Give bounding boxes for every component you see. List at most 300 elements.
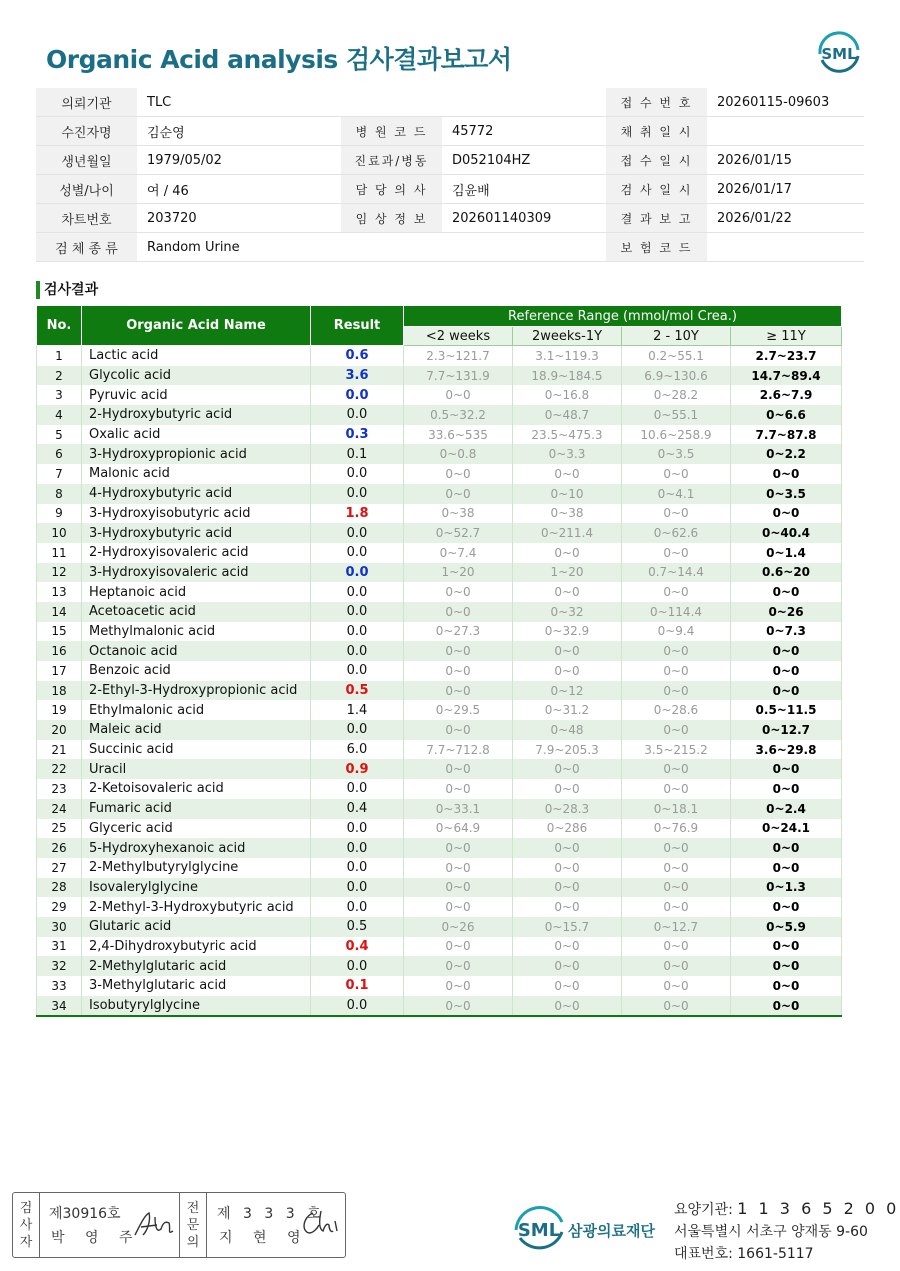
ref-ge11y: 0~0 xyxy=(731,956,842,976)
ref-2w1y: 0~0 xyxy=(513,779,622,799)
result-value xyxy=(311,563,404,583)
ref-ge11y: 0~0 xyxy=(731,464,842,484)
result-value xyxy=(311,346,404,366)
acid-name: Benzoic acid xyxy=(82,661,311,681)
info-label: 진료과/병동 xyxy=(341,146,442,175)
ref-2w1y: 7.9~205.3 xyxy=(513,740,622,760)
table-row xyxy=(37,759,842,779)
ref-2-10y: 0~0 xyxy=(622,956,731,976)
ref-lt2w: 0~38 xyxy=(404,504,513,524)
acid-name: Isobutyrylglycine xyxy=(82,996,311,1017)
row-number: 5 xyxy=(37,425,82,445)
table-row xyxy=(37,700,842,720)
acid-name: 2-Hydroxybutyric acid xyxy=(82,405,311,425)
ref-lt2w: 1~20 xyxy=(404,563,513,583)
result-text: 0.4 xyxy=(345,938,369,954)
ref-ge11y: 0~26 xyxy=(731,602,842,622)
info-label xyxy=(341,88,442,117)
vertical-char: 자 xyxy=(19,1234,33,1250)
ref-lt2w: 0~0 xyxy=(404,976,513,996)
ref-ge11y: 0~0 xyxy=(731,996,842,1017)
result-text: 0.0 xyxy=(346,781,368,797)
table-row xyxy=(37,917,842,937)
footer-logo-text: SML xyxy=(517,1220,561,1241)
ref-lt2w: 0~0 xyxy=(404,641,513,661)
info-row xyxy=(36,175,864,204)
table-row xyxy=(37,937,842,957)
ref-ge11y: 0~1.4 xyxy=(731,543,842,563)
info-label xyxy=(341,233,442,262)
ref-2-10y: 10.6~258.9 xyxy=(622,425,731,445)
ref-lt2w: 0~29.5 xyxy=(404,700,513,720)
info-row xyxy=(36,233,864,262)
info-value: TLC xyxy=(137,88,341,117)
ref-lt2w: 0~0 xyxy=(404,838,513,858)
ref-ge11y: 14.7~89.4 xyxy=(731,366,842,386)
info-label: 의뢰기관 xyxy=(36,88,137,117)
acid-name: Heptanoic acid xyxy=(82,582,311,602)
row-number: 29 xyxy=(37,897,82,917)
info-label: 담 당 의 사 xyxy=(341,175,442,204)
ref-ge11y: 0~1.3 xyxy=(731,878,842,898)
result-text: 3.6 xyxy=(345,368,369,384)
ref-2-10y: 0.7~14.4 xyxy=(622,563,731,583)
row-number: 19 xyxy=(37,700,82,720)
ref-ge11y: 0~24.1 xyxy=(731,819,842,839)
ref-2-10y: 0~0 xyxy=(622,464,731,484)
acid-name: 2-Methylglutaric acid xyxy=(82,956,311,976)
row-number: 30 xyxy=(37,917,82,937)
result-text: 6.0 xyxy=(346,742,368,758)
ref-2-10y: 0~12.7 xyxy=(622,917,731,937)
row-number: 23 xyxy=(37,779,82,799)
table-row xyxy=(37,444,842,464)
header-name: Organic Acid Name xyxy=(82,306,311,346)
table-row xyxy=(37,956,842,976)
result-value xyxy=(311,602,404,622)
info-row xyxy=(36,146,864,175)
info-label: 차트번호 xyxy=(36,204,137,233)
sml-logo-icon xyxy=(814,30,864,76)
ref-2-10y: 3.5~215.2 xyxy=(622,740,731,760)
ref-lt2w: 0~0 xyxy=(404,937,513,957)
ref-lt2w: 0~0 xyxy=(404,779,513,799)
ref-ge11y: 0~0 xyxy=(731,858,842,878)
ref-2w1y: 0~0 xyxy=(513,878,622,898)
row-number: 34 xyxy=(37,996,82,1017)
result-text: 0.1 xyxy=(346,446,368,462)
ref-2w1y: 0~10 xyxy=(513,484,622,504)
info-value: 45772 xyxy=(442,117,606,146)
info-label: 임 상 정 보 xyxy=(341,204,442,233)
info-value: 여 / 46 xyxy=(137,175,341,204)
table-row xyxy=(37,346,842,366)
row-number: 21 xyxy=(37,740,82,760)
result-text: 0.0 xyxy=(346,525,368,541)
info-label: 수진자명 xyxy=(36,117,137,146)
ref-2w1y: 0~15.7 xyxy=(513,917,622,937)
footer-org-name: 삼광의료재단 xyxy=(568,1222,655,1240)
acid-name: 2-Methyl-3-Hydroxybutyric acid xyxy=(82,897,311,917)
ref-ge11y: 0~0 xyxy=(731,582,842,602)
ref-2-10y: 0~0 xyxy=(622,504,731,524)
ref-2w1y: 0~0 xyxy=(513,976,622,996)
row-number: 6 xyxy=(37,444,82,464)
vertical-char: 문 xyxy=(186,1217,200,1233)
ref-2-10y: 0~0 xyxy=(622,937,731,957)
header-ref-2-10y: 2 - 10Y xyxy=(622,327,731,346)
table-row xyxy=(37,897,842,917)
ref-lt2w: 0~0 xyxy=(404,759,513,779)
vertical-char: 검 xyxy=(19,1200,33,1216)
table-row xyxy=(37,740,842,760)
row-number: 8 xyxy=(37,484,82,504)
row-number: 18 xyxy=(37,681,82,701)
ref-lt2w: 0~0 xyxy=(404,385,513,405)
ref-2-10y: 0~28.6 xyxy=(622,700,731,720)
ref-2w1y: 0~0 xyxy=(513,858,622,878)
ref-lt2w: 0~0 xyxy=(404,878,513,898)
table-row xyxy=(37,996,842,1017)
result-value xyxy=(311,720,404,740)
table-row xyxy=(37,543,842,563)
result-value xyxy=(311,956,404,976)
header-result: Result xyxy=(311,306,404,346)
ref-lt2w: 0~0 xyxy=(404,996,513,1017)
table-row xyxy=(37,819,842,839)
acid-name: 3-Methylglutaric acid xyxy=(82,976,311,996)
ref-ge11y: 0~2.2 xyxy=(731,444,842,464)
acid-name: 3-Hydroxybutyric acid xyxy=(82,523,311,543)
acid-name: 2,4-Dihydroxybutyric acid xyxy=(82,937,311,957)
report-title: Organic Acid analysis 검사결과보고서 xyxy=(46,45,512,74)
row-number: 14 xyxy=(37,602,82,622)
info-value xyxy=(707,117,864,146)
row-number: 20 xyxy=(37,720,82,740)
ref-lt2w: 0~52.7 xyxy=(404,523,513,543)
result-value xyxy=(311,799,404,819)
row-number: 22 xyxy=(37,759,82,779)
examiner-license-no: 제30916호 xyxy=(49,1206,121,1222)
ref-ge11y: 7.7~87.8 xyxy=(731,425,842,445)
info-row xyxy=(36,204,864,233)
info-value xyxy=(442,88,606,117)
ref-2w1y: 0~0 xyxy=(513,543,622,563)
table-row xyxy=(37,622,842,642)
ref-2-10y: 0~4.1 xyxy=(622,484,731,504)
acid-name: Fumaric acid xyxy=(82,799,311,819)
header-ref-2w1y: 2weeks-1Y xyxy=(513,327,622,346)
table-row xyxy=(37,464,842,484)
logo-text: SML xyxy=(821,45,857,63)
ref-lt2w: 0~0.8 xyxy=(404,444,513,464)
acid-name: 5-Hydroxyhexanoic acid xyxy=(82,838,311,858)
ref-2-10y: 0~76.9 xyxy=(622,819,731,839)
info-row xyxy=(36,117,864,146)
result-value xyxy=(311,996,404,1017)
table-row xyxy=(37,641,842,661)
acid-name: Pyruvic acid xyxy=(82,385,311,405)
ref-ge11y: 0~0 xyxy=(731,504,842,524)
row-number: 33 xyxy=(37,976,82,996)
ref-2-10y: 0~0 xyxy=(622,681,731,701)
info-value: D052104HZ xyxy=(442,146,606,175)
acid-name: Succinic acid xyxy=(82,740,311,760)
footer-code-value: 1 1 3 6 5 2 0 0 xyxy=(737,1199,900,1218)
row-number: 3 xyxy=(37,385,82,405)
result-value xyxy=(311,937,404,957)
table-row xyxy=(37,523,842,543)
info-value xyxy=(707,233,864,262)
info-row xyxy=(36,88,864,117)
result-value xyxy=(311,858,404,878)
ref-ge11y: 0~5.9 xyxy=(731,917,842,937)
result-text: 0.0 xyxy=(346,958,368,974)
ref-ge11y: 0~0 xyxy=(731,838,842,858)
ref-2-10y: 0~0 xyxy=(622,838,731,858)
ref-2-10y: 0~18.1 xyxy=(622,799,731,819)
examiner-signature-icon xyxy=(131,1209,175,1241)
ref-2w1y: 0~16.8 xyxy=(513,385,622,405)
ref-2w1y: 0~0 xyxy=(513,937,622,957)
vertical-char: 사 xyxy=(19,1217,33,1233)
result-text: 0.0 xyxy=(346,722,368,738)
ref-2w1y: 0~0 xyxy=(513,582,622,602)
ref-2-10y: 0~0 xyxy=(622,661,731,681)
row-number: 27 xyxy=(37,858,82,878)
header-reference-range: Reference Range (mmol/mol Crea.) xyxy=(404,306,842,327)
ref-lt2w: 0~26 xyxy=(404,917,513,937)
ref-ge11y: 0~7.3 xyxy=(731,622,842,642)
ref-ge11y: 0~3.5 xyxy=(731,484,842,504)
result-value xyxy=(311,976,404,996)
acid-name: 3-Hydroxypropionic acid xyxy=(82,444,311,464)
result-text: 0.0 xyxy=(346,584,368,600)
ref-lt2w: 0~64.9 xyxy=(404,819,513,839)
table-row xyxy=(37,838,842,858)
ref-lt2w: 0~0 xyxy=(404,661,513,681)
result-text: 0.0 xyxy=(346,643,368,659)
table-row xyxy=(37,602,842,622)
ref-ge11y: 0~6.6 xyxy=(731,405,842,425)
ref-lt2w: 0~0 xyxy=(404,681,513,701)
info-value: 2026/01/15 xyxy=(707,146,864,175)
footer-info xyxy=(674,1198,899,1265)
ref-2w1y: 0~0 xyxy=(513,838,622,858)
row-number: 16 xyxy=(37,641,82,661)
ref-lt2w: 7.7~712.8 xyxy=(404,740,513,760)
result-text: 0.4 xyxy=(346,801,368,817)
row-number: 9 xyxy=(37,504,82,524)
info-value: 1979/05/02 xyxy=(137,146,341,175)
ref-2w1y: 0~0 xyxy=(513,996,622,1017)
row-number: 13 xyxy=(37,582,82,602)
ref-2w1y: 0~32 xyxy=(513,602,622,622)
specialist-label xyxy=(179,1193,207,1257)
ref-2w1y: 0~31.2 xyxy=(513,700,622,720)
acid-name: 2-Hydroxyisovaleric acid xyxy=(82,543,311,563)
ref-lt2w: 2.3~121.7 xyxy=(404,346,513,366)
result-value xyxy=(311,681,404,701)
result-value xyxy=(311,484,404,504)
result-value xyxy=(311,523,404,543)
result-text: 0.1 xyxy=(345,978,369,994)
result-value xyxy=(311,878,404,898)
acid-name: Malonic acid xyxy=(82,464,311,484)
info-label: 채 취 일 시 xyxy=(606,117,707,146)
ref-ge11y: 0.5~11.5 xyxy=(731,700,842,720)
result-text: 1.4 xyxy=(346,702,368,718)
acid-name: 2-Ketoisovaleric acid xyxy=(82,779,311,799)
examiner-name: 박 영 주 xyxy=(51,1230,141,1246)
ref-ge11y: 0~40.4 xyxy=(731,523,842,543)
ref-lt2w: 0~27.3 xyxy=(404,622,513,642)
table-row xyxy=(37,976,842,996)
info-label: 접 수 일 시 xyxy=(606,146,707,175)
info-value: 203720 xyxy=(137,204,341,233)
table-row xyxy=(37,661,842,681)
info-value: 2026/01/17 xyxy=(707,175,864,204)
section-title: 검사결과 xyxy=(36,281,98,299)
ref-2w1y: 0~0 xyxy=(513,897,622,917)
ref-lt2w: 0~33.1 xyxy=(404,799,513,819)
ref-ge11y: 0~0 xyxy=(731,976,842,996)
result-text: 0.9 xyxy=(345,761,369,777)
ref-2-10y: 0~0 xyxy=(622,759,731,779)
result-text: 0.6 xyxy=(345,348,369,364)
ref-lt2w: 33.6~535 xyxy=(404,425,513,445)
info-value: 김윤배 xyxy=(442,175,606,204)
info-label: 검 체 종 류 xyxy=(36,233,137,262)
result-text: 0.0 xyxy=(346,820,368,836)
specialist-signature-icon xyxy=(297,1207,341,1241)
table-row xyxy=(37,878,842,898)
info-value: 202601140309 xyxy=(442,204,606,233)
result-text: 0.0 xyxy=(345,564,369,580)
result-value xyxy=(311,740,404,760)
row-number: 12 xyxy=(37,563,82,583)
table-row xyxy=(37,425,842,445)
acid-name: Glycolic acid xyxy=(82,366,311,386)
ref-2w1y: 0~12 xyxy=(513,681,622,701)
row-number: 7 xyxy=(37,464,82,484)
ref-ge11y: 3.6~29.8 xyxy=(731,740,842,760)
ref-2-10y: 0.2~55.1 xyxy=(622,346,731,366)
ref-2-10y: 0~9.4 xyxy=(622,622,731,642)
ref-lt2w: 0~0 xyxy=(404,484,513,504)
result-text: 0.0 xyxy=(346,466,368,482)
row-number: 4 xyxy=(37,405,82,425)
ref-2w1y: 18.9~184.5 xyxy=(513,366,622,386)
ref-2w1y: 1~20 xyxy=(513,563,622,583)
result-value xyxy=(311,700,404,720)
ref-lt2w: 0~0 xyxy=(404,956,513,976)
row-number: 32 xyxy=(37,956,82,976)
row-number: 25 xyxy=(37,819,82,839)
table-row xyxy=(37,858,842,878)
result-value xyxy=(311,504,404,524)
table-row xyxy=(37,799,842,819)
ref-lt2w: 0~7.4 xyxy=(404,543,513,563)
ref-2w1y: 0~32.9 xyxy=(513,622,622,642)
ref-lt2w: 0~0 xyxy=(404,897,513,917)
result-text: 0.5 xyxy=(346,919,368,935)
examiner-label xyxy=(13,1193,40,1257)
result-text: 0.0 xyxy=(345,387,369,403)
ref-2w1y: 0~0 xyxy=(513,661,622,681)
ref-2-10y: 0~0 xyxy=(622,720,731,740)
table-row xyxy=(37,681,842,701)
table-row xyxy=(37,366,842,386)
result-text: 0.0 xyxy=(346,545,368,561)
result-value xyxy=(311,582,404,602)
row-number: 17 xyxy=(37,661,82,681)
info-label: 보 험 코 드 xyxy=(606,233,707,262)
acid-name: 3-Hydroxyisovaleric acid xyxy=(82,563,311,583)
specialist-license-no: 제 3 3 3 호 xyxy=(217,1206,325,1222)
ref-ge11y: 0~0 xyxy=(731,661,842,681)
ref-lt2w: 0~0 xyxy=(404,858,513,878)
result-value xyxy=(311,622,404,642)
ref-2-10y: 6.9~130.6 xyxy=(622,366,731,386)
result-value xyxy=(311,779,404,799)
ref-2w1y: 0~48.7 xyxy=(513,405,622,425)
row-number: 1 xyxy=(37,346,82,366)
ref-2-10y: 0~0 xyxy=(622,641,731,661)
ref-lt2w: 0.5~32.2 xyxy=(404,405,513,425)
result-value xyxy=(311,641,404,661)
result-value xyxy=(311,543,404,563)
acid-name: Maleic acid xyxy=(82,720,311,740)
row-number: 24 xyxy=(37,799,82,819)
header-no: No. xyxy=(37,306,82,346)
specialist-name: 지 현 영 xyxy=(219,1230,309,1246)
footer-code-label: 요양기관: xyxy=(674,1202,738,1218)
info-label: 결 과 보 고 xyxy=(606,204,707,233)
result-value xyxy=(311,917,404,937)
result-value xyxy=(311,661,404,681)
ref-2-10y: 0~0 xyxy=(622,543,731,563)
ref-2w1y: 0~211.4 xyxy=(513,523,622,543)
header-ref-ge11y: ≥ 11Y xyxy=(731,327,842,346)
footer-phone-value: 1661-5117 xyxy=(737,1246,814,1262)
footer-logo-icon xyxy=(512,1200,662,1254)
result-text: 0.0 xyxy=(346,623,368,639)
result-value xyxy=(311,366,404,386)
info-value: 20260115-09603 xyxy=(707,88,864,117)
result-value xyxy=(311,819,404,839)
vertical-char: 전 xyxy=(186,1200,200,1216)
footer-phone-label: 대표번호: xyxy=(674,1246,738,1262)
row-number: 15 xyxy=(37,622,82,642)
result-text: 0.0 xyxy=(346,840,368,856)
ref-ge11y: 0~0 xyxy=(731,641,842,661)
acid-name: Methylmalonic acid xyxy=(82,622,311,642)
result-text: 0.0 xyxy=(346,604,368,620)
acid-name: Acetoacetic acid xyxy=(82,602,311,622)
ref-2w1y: 0~0 xyxy=(513,956,622,976)
acid-name: Octanoic acid xyxy=(82,641,311,661)
ref-2-10y: 0~0 xyxy=(622,897,731,917)
ref-lt2w: 0~0 xyxy=(404,464,513,484)
result-text: 0.0 xyxy=(346,860,368,876)
result-text: 0.0 xyxy=(346,663,368,679)
info-label: 성별/나이 xyxy=(36,175,137,204)
acid-name: Uracil xyxy=(82,759,311,779)
acid-name: Lactic acid xyxy=(82,346,311,366)
acid-name: Isovalerylglycine xyxy=(82,878,311,898)
ref-2-10y: 0~62.6 xyxy=(622,523,731,543)
